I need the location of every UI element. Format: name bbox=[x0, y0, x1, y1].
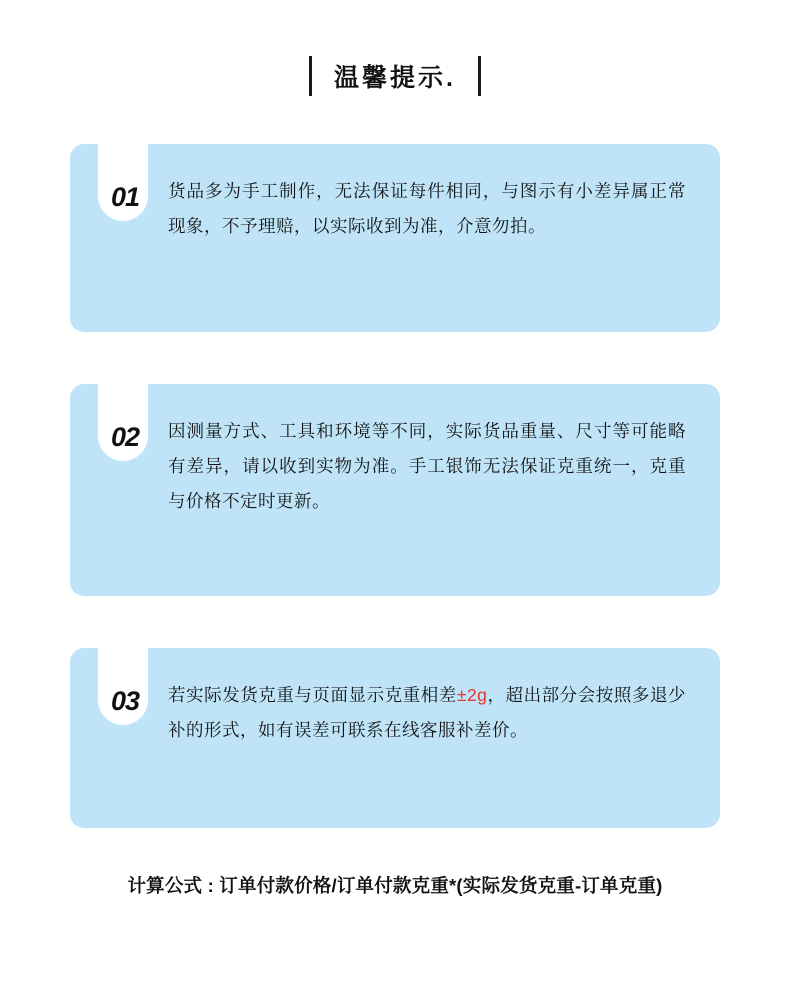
title-text: 温馨提示. bbox=[334, 64, 456, 92]
notice-number: 01 bbox=[110, 182, 140, 212]
notice-text bbox=[168, 678, 686, 748]
title-right-rule bbox=[478, 56, 481, 96]
notice-text-before: 若实际发货克重与页面显示克重相差 bbox=[168, 685, 457, 705]
notice-number: 02 bbox=[110, 422, 140, 452]
notice-card-2 bbox=[70, 384, 720, 596]
notice-card-3 bbox=[70, 648, 720, 828]
notice-text: 货品多为手工制作，无法保证每件相同，与图示有小差异属正常现象，不予理赔，以实际收到为准，介意勿拍。 bbox=[168, 181, 686, 236]
notice-list bbox=[0, 144, 790, 828]
page-title bbox=[0, 52, 790, 100]
notice-text-after: ，超出部分会按照多退少补的形式，如有误差可联系在线客服补差价。 bbox=[168, 685, 687, 740]
notice-card-1 bbox=[70, 144, 720, 332]
notice-text: 因测量方式、工具和环境等不同，实际货品重量、尺寸等可能略有差异，请以收到实物为准。手工银饰无法保证克重统一，克重与价格不定时更新。 bbox=[168, 421, 686, 511]
weight-tolerance-highlight: ±2g bbox=[456, 685, 488, 705]
calculation-formula: 计算公式 : 订单付款价格/订单付款克重*(实际发货克重-订单克重) bbox=[127, 875, 663, 896]
notice-number: 03 bbox=[110, 686, 140, 716]
